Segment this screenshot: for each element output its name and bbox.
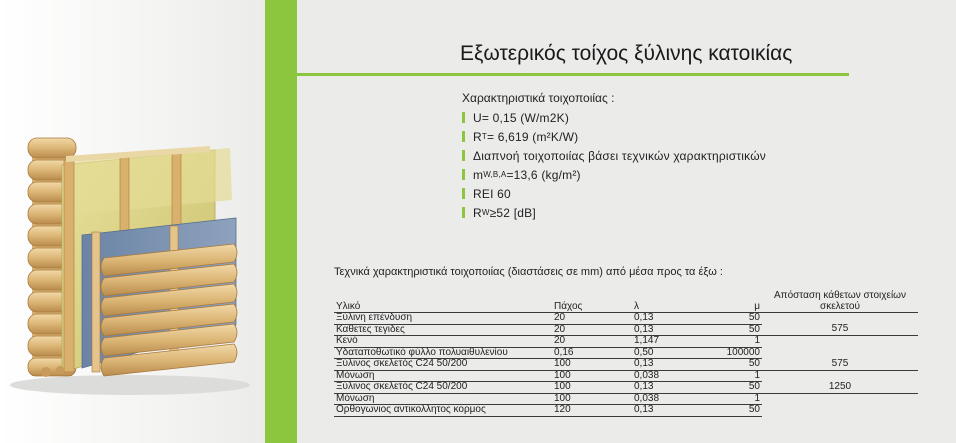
bullet-marker xyxy=(462,207,465,218)
bullet-marker xyxy=(462,188,465,199)
table-row: Μόνωση 100 0,038 1 xyxy=(336,370,760,381)
property-item: R W ≥52 [dB] xyxy=(462,203,766,222)
property-item: m W,B,A =13,6 (kg/m²) xyxy=(462,165,766,184)
table-row: Μόνωση 100 0,038 1 xyxy=(336,393,760,404)
properties-list xyxy=(462,108,766,222)
properties-heading: Χαρακτηριστικά τοιχοποιίας : xyxy=(462,91,615,105)
bullet-marker xyxy=(462,150,465,161)
layers-table xyxy=(334,290,918,417)
header-thickness: Πάχος xyxy=(552,290,632,313)
wall-layers-drawing xyxy=(0,0,265,443)
bullet-marker xyxy=(462,169,465,180)
table-row: Κενό 20 1,147 1 xyxy=(336,335,760,346)
table-header-row xyxy=(334,290,918,313)
header-lambda: λ xyxy=(632,290,698,313)
header-mu: μ xyxy=(698,290,762,313)
accent-bar xyxy=(265,0,297,443)
property-item: Διαπνοή τοιχοποιίας βάσει τεχνικών χαρακτηριστικών xyxy=(462,146,766,165)
table-row: Ξύλινη επένδυση 20 0,13 50 xyxy=(336,312,760,323)
table-row: Ξύλινος σκελετός C24 50/200 100 0,13 50 575 xyxy=(334,359,918,371)
header-distance: Απόσταση κάθετων στοιχείων σκελετού xyxy=(762,290,918,313)
page-title: Εξωτερικός τοίχος ξύλινης κατοικίας xyxy=(460,42,793,65)
wall-section-illustration xyxy=(0,0,265,443)
table-caption: Τεχνικά χαρακτηριστικά τοιχοποιίας (διαστάσεις σε mm) από μέσα προς τα έξω : xyxy=(334,266,723,278)
property-item: REI 60 xyxy=(462,184,766,203)
bullet-marker xyxy=(462,131,465,142)
table-row: Καθετες τεγιδες 20 0,13 50 575 xyxy=(334,324,918,336)
title-underline xyxy=(297,73,849,76)
property-item: U= 0,15 (W/m2K) xyxy=(462,108,766,127)
bullet-marker xyxy=(462,112,465,123)
table-row: Υδαταποθωτικό φύλλο πολυαιθυλενίου 0,16 0,50 100000 xyxy=(336,347,760,358)
property-item: R T = 6,619 (m²K/W) xyxy=(462,127,766,146)
table-row: Ξύλινος σκελετός C24 50/200 100 0,13 50 1250 xyxy=(334,382,918,394)
header-material: Υλικό xyxy=(334,290,552,313)
table-row: Ορθογωνιος αντικολλητος κορμος 120 0,13 50 xyxy=(336,404,760,415)
